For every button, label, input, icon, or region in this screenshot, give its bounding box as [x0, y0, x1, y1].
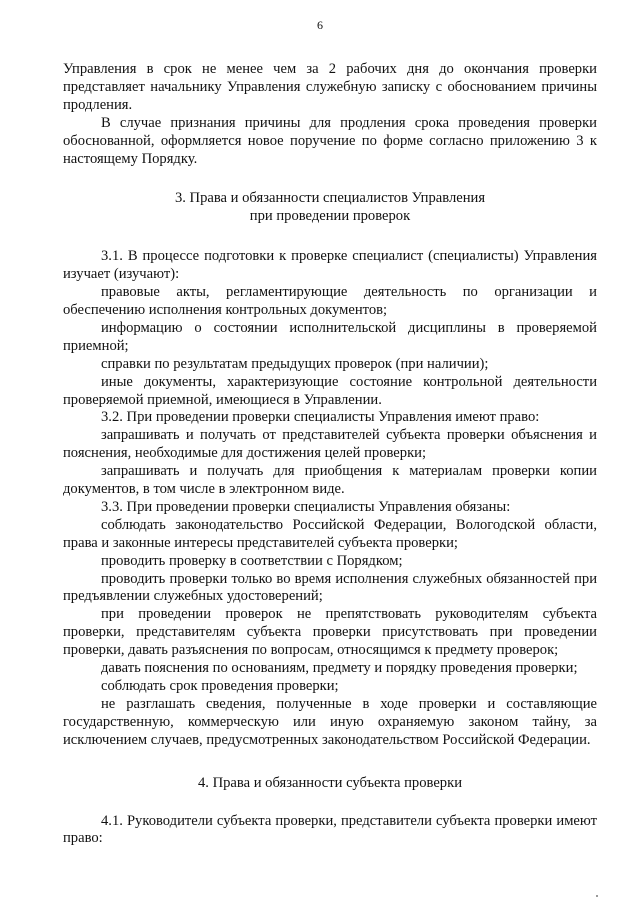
clause-3-3-item-explanations: давать пояснения по основаниям, предмету и порядку проведения проверки; — [101, 660, 578, 677]
clause-3-3-item-duty-time: проводить проверки только во время исполнения служебных обязанностей при предъявлении служебных удостоверений; — [63, 570, 597, 605]
spacer — [63, 750, 597, 775]
clause-3-1-item-discipline-info: информацию о состоянии исполнительской дисциплины в проверяемой приемной; — [63, 319, 597, 354]
clause-3-1-item-other-documents: иные документы, характеризующие состояние контрольной деятельности проверяемой приемной, имеющиеся в Управлении. — [63, 373, 597, 408]
clause-3-1: 3.1. В процессе подготовки к проверке специалист (специалисты) Управления изучает (изучают): — [63, 248, 597, 283]
scan-dot — [596, 895, 598, 897]
page-number: 6 — [317, 18, 323, 32]
paragraph-new-order: В случае признания причины для продления срока проведения проверки обоснованной, оформляется новое поручение по форме согласно приложению 3 к настоящему Порядку. — [63, 114, 597, 167]
clause-3-2-item-explanations: запрашивать и получать от представителей субъекта проверки объяснения и пояснения, необходимые для достижения целей проверки; — [63, 427, 597, 462]
section-3-heading-line-2: при проведении проверок — [249, 208, 411, 225]
clause-4-1: 4.1. Руководители субъекта проверки, представители субъекта проверки имеют право: — [63, 812, 597, 847]
clause-3-3-item-deadline: соблюдать срок проведения проверки; — [101, 678, 339, 694]
paragraph-extension-request: Управления в срок не менее чем за 2 рабочих дня до окончания проверки представляет начальнику Управления служебную записку с обоснованием причины продления. — [63, 61, 597, 113]
section-4-heading: 4. Права и обязанности субъекта проверки — [197, 774, 463, 791]
spacer — [63, 793, 597, 813]
clause-3-2: 3.2. При проведении проверки специалисты Управления имеют право: — [101, 409, 540, 426]
spacer — [63, 226, 597, 248]
section-3-heading-line-1: 3. Права и обязанности специалистов Управления — [174, 190, 486, 207]
clause-3-3-item-no-obstruction: при проведении проверок не препятствовать руководителям субъекта проверки, представителям субъекта проверки присутствовать при проведении проверки, давать разъяснения по вопросам, относящимся к предмету проверок; — [63, 606, 597, 659]
clause-3-2-item-copies: запрашивать и получать для приобщения к материалам проверки копии документов, в том числе в электронном виде. — [63, 463, 597, 498]
clause-3-1-item-legal-acts: правовые акты, регламентирующие деятельность по организации и обеспечению исполнения контрольных документов; — [63, 284, 597, 318]
document-body — [63, 61, 597, 848]
clause-3-3-item-confidentiality: не разглашать сведения, полученные в ходе проверки и составляющие государственную, коммерческую или иную охраняемую законом тайну, за исключением случаев, предусмотренных законодательством Российской Федерации. — [63, 695, 597, 748]
clause-3-1-item-previous-reports: справки по результатам предыдущих проверок (при наличии); — [101, 355, 489, 372]
spacer — [63, 168, 597, 190]
clause-3-3-item-legislation: соблюдать законодательство Российской Федерации, Вологодской области, права и законные интересы представителей субъекта проверки; — [63, 516, 597, 551]
clause-3-3: 3.3. При проведении проверки специалисты Управления обязаны: — [101, 498, 511, 515]
clause-3-3-item-procedure: проводить проверку в соответствии с Порядком; — [101, 552, 403, 569]
